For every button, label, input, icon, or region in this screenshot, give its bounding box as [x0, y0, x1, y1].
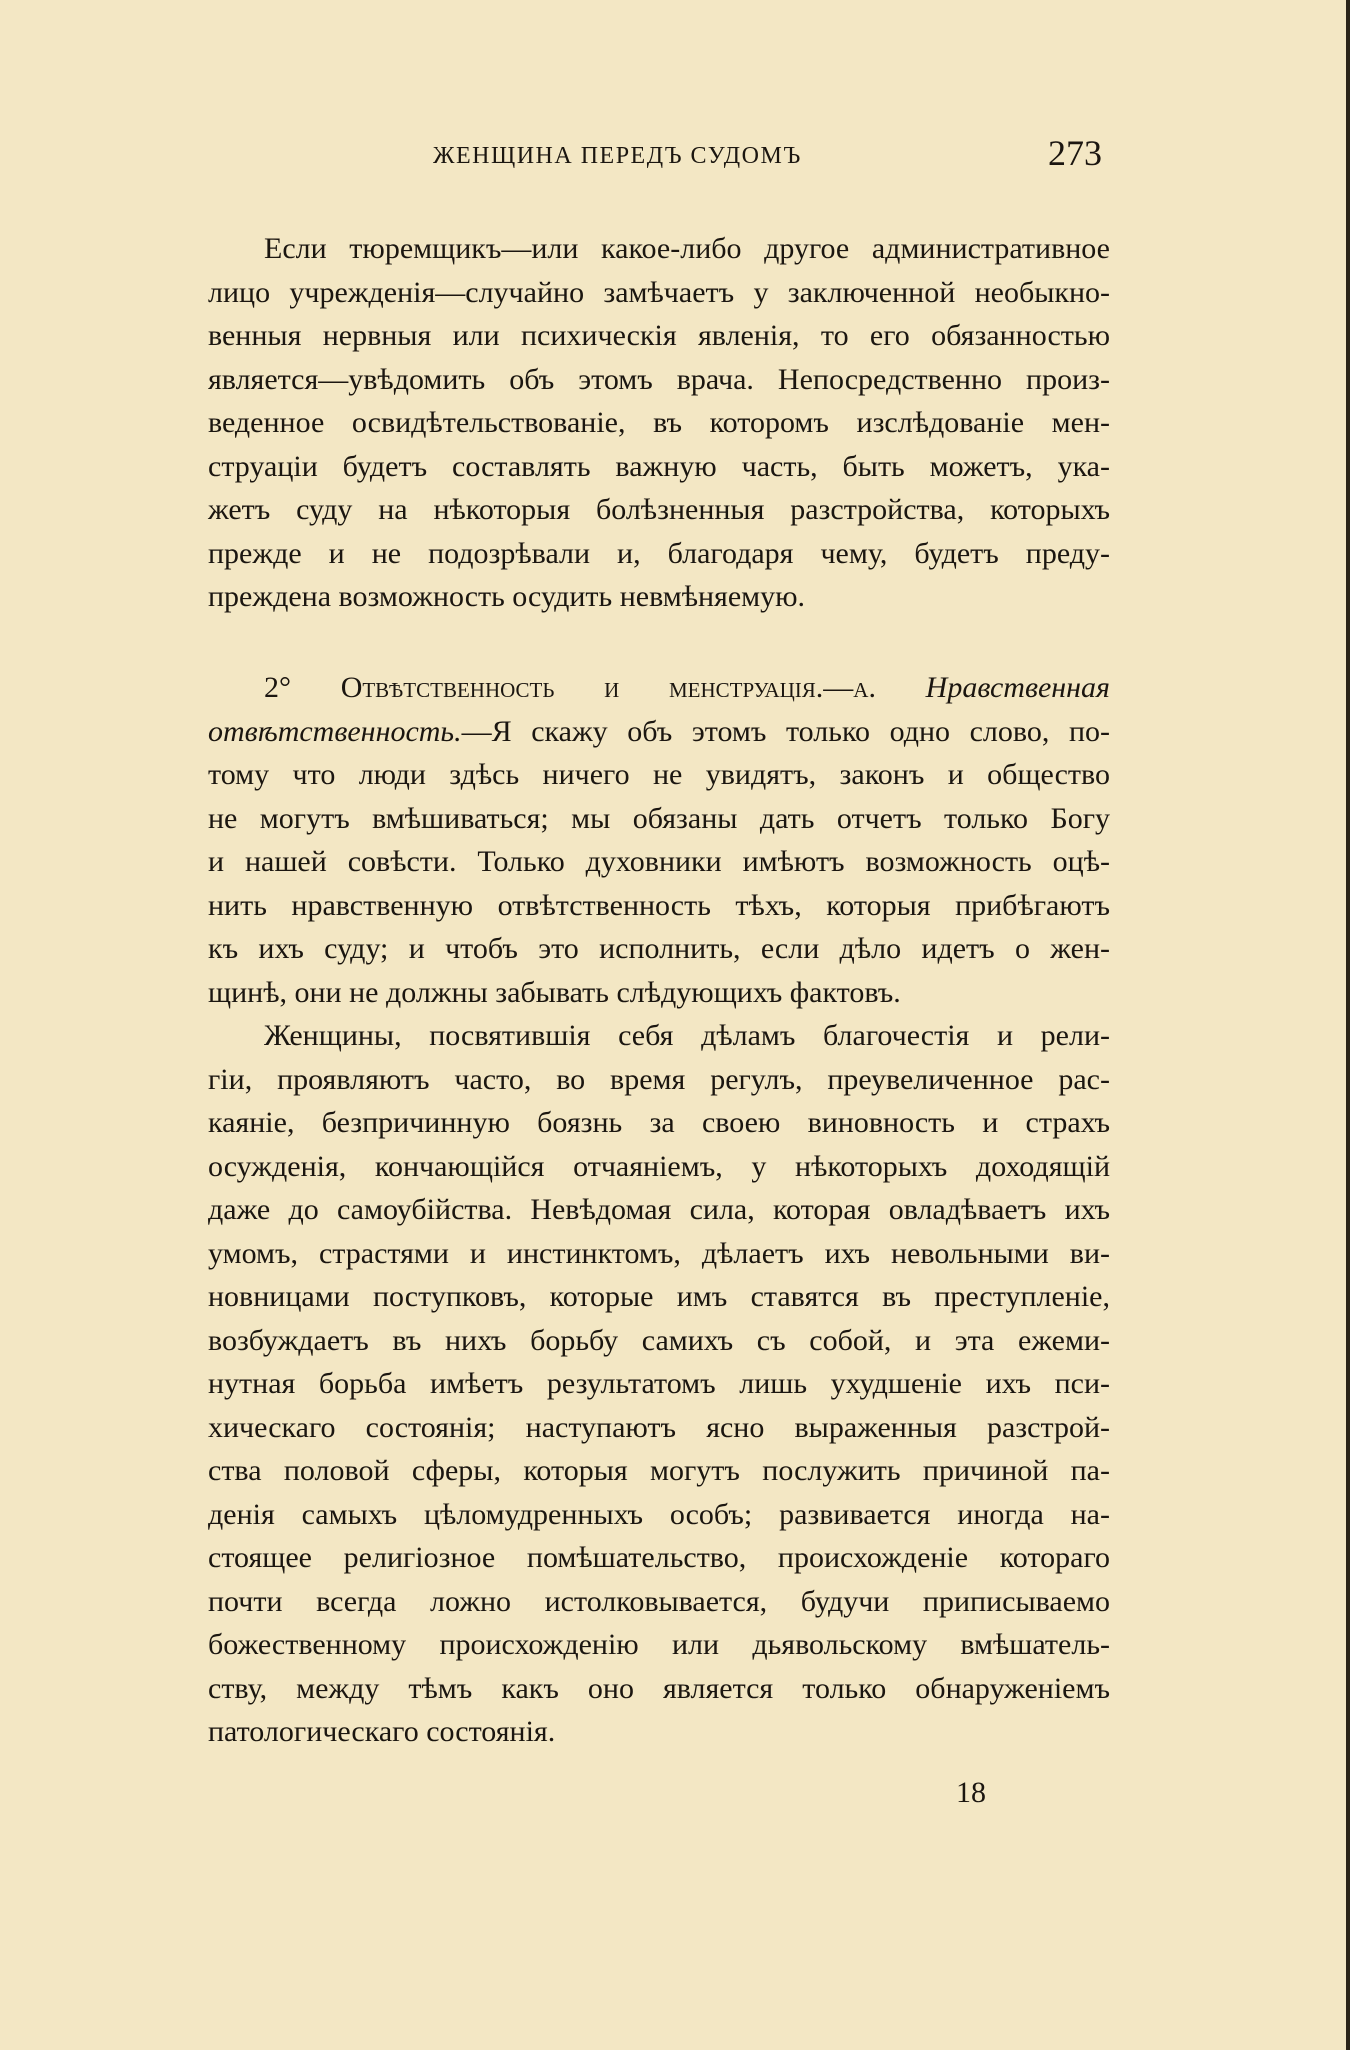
text-line: веденное освидѣтельствованіе, въ которомъ изслѣдованіе мен-: [208, 406, 1110, 439]
text-line: прежде и не подозрѣвали и, благодаря чему, будетъ преду-: [208, 536, 1110, 570]
section-heading: Отвѣтственность и менструація.—а.: [340, 671, 876, 704]
text-line: стоящее религіозное помѣшательство, происхожденіе котораго: [208, 1541, 1110, 1574]
text-line: ства половой сферы, которыя могутъ послужить причиной па-: [208, 1454, 1110, 1487]
signature-mark: 18: [956, 1776, 986, 1809]
text-line: хическаго состоянія; наступаютъ ясно выраженныя разстрой-: [208, 1410, 1110, 1444]
text-line: лицо учрежденія—случайно замѣчаетъ у заключенной необыкно-: [208, 275, 1110, 309]
page-edge: [1346, 0, 1350, 2050]
text-line: нутная борьба имѣетъ результатомъ лишь ухудшеніе ихъ пси-: [208, 1367, 1110, 1400]
text-line: Если тюремщикъ—или какое-либо другое административное: [264, 232, 1110, 265]
section-subheading-part1: Нравственная: [925, 671, 1110, 704]
text-line: умомъ, страстями и инстинктомъ, дѣлаетъ ихъ невольными ви-: [208, 1236, 1110, 1270]
paragraph-3: [208, 1014, 1110, 1754]
text-line: струаціи будетъ составлять важную часть, быть можетъ, ука-: [208, 449, 1110, 483]
text-line: патологическаго состоянія.: [208, 1715, 556, 1748]
section-heading-line: [208, 666, 1110, 710]
text-line: осужденія, кончающійся отчаяніемъ, у нѣкоторыхъ доходящій: [208, 1149, 1110, 1183]
text-line: божественному происхожденію или дьявольскому вмѣшатель-: [208, 1628, 1110, 1661]
text-line: жетъ суду на нѣкоторыя болѣзненныя разстройства, которыхъ: [208, 493, 1110, 526]
text-line: преждена возможность осудить невмѣняемую.: [208, 580, 806, 613]
text-line: Я скажу объ этомъ только одно слово, по-: [491, 714, 1110, 748]
text-line: денія самыхъ цѣломудренныхъ особъ; развивается иногда на-: [208, 1497, 1110, 1531]
section-heading-line-2: отвѣтственность.—Я скажу объ этомъ только одно слово, по-: [208, 714, 1110, 748]
section-number: 2°: [264, 671, 291, 704]
text-line: ству, между тѣмъ какъ оно является только обнаруженіемъ: [208, 1671, 1110, 1705]
text-line: даже до самоубійства. Невѣдомая сила, которая овладѣваетъ ихъ: [208, 1193, 1110, 1226]
paragraph-1: [208, 227, 1110, 619]
running-title: ЖЕНЩИНА ПЕРЕДЪ СУДОМЪ: [433, 143, 802, 169]
page-number: 273: [1048, 133, 1102, 173]
text-line: щинѣ, они не должны забывать слѣдующихъ фактовъ.: [208, 975, 901, 1009]
text-line: каяніе, безпричинную боязнь за своею виновность и страхъ: [208, 1106, 1110, 1139]
text-line: Женщины, посвятившія себя дѣламъ благочестія и рели-: [264, 1019, 1110, 1052]
text-line: почти всегда ложно истолковывается, будучи приписываемо: [208, 1584, 1110, 1618]
text-line: является—увѣдомить объ этомъ врача. Непосредственно произ-: [208, 362, 1110, 396]
text-line: нить нравственную отвѣтственность тѣхъ, которыя прибѣгаютъ: [208, 888, 1110, 922]
text-line: къ ихъ суду; и чтобъ это исполнить, если дѣло идетъ о жен-: [208, 932, 1110, 965]
text-line: новницами поступковъ, которые имъ ставятся въ преступленіе,: [208, 1280, 1110, 1313]
body-text: [208, 227, 1110, 619]
text-line: тому что люди здѣсь ничего не увидятъ, законъ и общество: [208, 758, 1110, 791]
text-line: и нашей совѣсти. Только духовники имѣютъ возможность оцѣ-: [208, 845, 1110, 878]
text-line: не могутъ вмѣшиваться; мы обязаны дать отчетъ только Богу: [208, 801, 1110, 835]
text-line: венныя нервныя или психическія явленія, то его обязанностью: [208, 319, 1110, 352]
text-line: гіи, проявляютъ часто, во время регулъ, преувеличенное рас-: [208, 1062, 1110, 1096]
section-2: [208, 666, 1110, 1754]
section-subheading-part2: отвѣтственность.: [208, 714, 462, 748]
text-line: возбуждаетъ въ нихъ борьбу самихъ съ собой, и эта ежеми-: [208, 1323, 1110, 1357]
